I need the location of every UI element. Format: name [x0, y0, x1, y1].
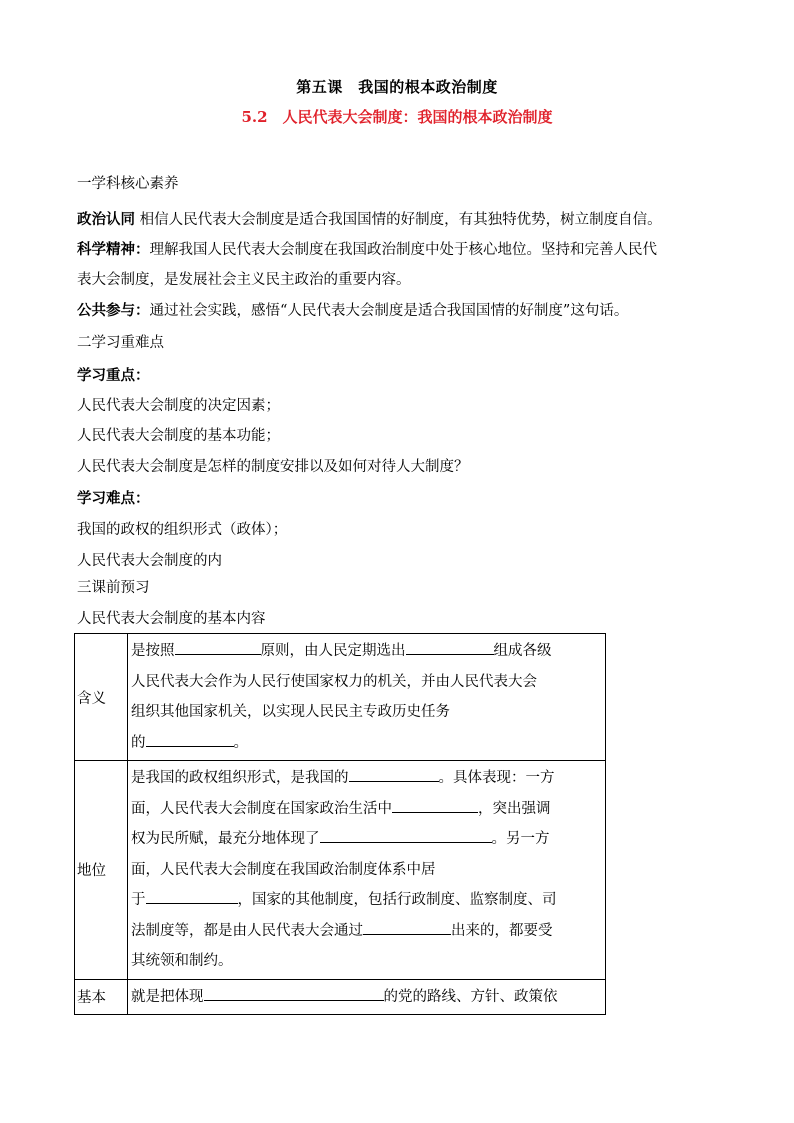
fill-blank[interactable]	[406, 640, 494, 655]
cell-text: ，突出强调	[478, 800, 551, 817]
cell-text: 面，人民代表大会制度在我国政治制度体系中居	[131, 861, 436, 878]
item-scientific-spirit-cont: 表大会制度，是发展社会主义民主政治的重要内容。	[77, 272, 411, 288]
row-body-meaning	[128, 634, 606, 761]
cell-text: 组织其他国家机关，以实现人民民主专政历史任务	[131, 704, 450, 720]
item-public-participation	[77, 299, 628, 320]
section-subtitle: 5.2 人民代表大会制度：我国的根本政治制度	[241, 108, 553, 126]
item-label: 公共参与	[77, 302, 135, 319]
cell-text: 是按照	[131, 643, 175, 659]
table-row	[75, 761, 606, 980]
fill-blank[interactable]	[392, 798, 478, 813]
fill-blank[interactable]	[204, 986, 384, 1001]
focus-item: 人民代表大会制度的决定因素；	[77, 398, 280, 414]
cell-text: 于	[131, 892, 146, 908]
cell-text: 的	[131, 734, 146, 751]
content-table	[74, 633, 606, 1015]
item-political-identity	[77, 208, 662, 229]
cell-text: 。具体表现：一方	[438, 770, 555, 786]
row-body-status	[128, 761, 606, 980]
fill-blank[interactable]	[349, 767, 439, 782]
fill-blank[interactable]	[146, 732, 234, 747]
cell-text: 的党的路线、方针、政策依	[383, 988, 558, 1005]
row-label-basic: 基本	[75, 979, 128, 1015]
item-separator: ：	[135, 302, 150, 319]
fill-blank[interactable]	[320, 828, 492, 843]
focus-label: 学习重点：	[77, 367, 150, 384]
cell-text: 其统领和制约。	[131, 953, 233, 969]
table-title: 人民代表大会制度的基本内容	[77, 611, 266, 627]
item-text: 理解我国人民代表大会制度在我国政治制度中处于核心地位。坚持和完善人民代	[149, 242, 657, 258]
cell-text: 法制度等，都是由人民代表大会通过	[131, 922, 363, 939]
section2-heading: 二学习重难点	[77, 335, 164, 351]
cell-text: 。	[233, 734, 248, 751]
row-label-status: 地位	[75, 761, 128, 980]
cell-text: 原则，由人民定期选出	[260, 643, 406, 659]
item-scientific-spirit	[77, 238, 657, 259]
fill-blank[interactable]	[363, 920, 451, 935]
cell-text: ，国家的其他制度，包括行政制度、监察制度、司	[237, 892, 557, 908]
fill-blank[interactable]	[146, 889, 238, 904]
cell-text: 就是把体现	[131, 988, 204, 1005]
lesson-title: 第五课 我国的根本政治制度	[296, 78, 498, 96]
focus-item: 人民代表大会制度是怎样的制度安排以及如何对待人大制度？	[77, 459, 469, 475]
cell-text: 。另一方	[491, 831, 550, 847]
cell-text: 人民代表大会作为人民行使国家权力的机关，并由人民代表大会	[131, 673, 537, 690]
cell-text: 组成各级	[493, 643, 552, 659]
difficulty-item: 人民代表大会制度的内	[77, 553, 222, 569]
difficulty-label: 学习难点：	[77, 490, 150, 507]
cell-text: 权为民所赋，最充分地体现了	[131, 831, 320, 847]
item-label: 政治认同	[77, 211, 135, 228]
item-text: 通过社会实践，感悟“人民代表大会制度是适合我国国情的好制度”这句话。	[149, 303, 629, 319]
fill-blank[interactable]	[175, 640, 261, 655]
section1-heading: 一学科核心素养	[77, 176, 179, 192]
item-separator: ：	[135, 241, 150, 258]
section3-heading: 三课前预习	[77, 580, 150, 596]
table-row	[75, 979, 606, 1015]
difficulty-item: 我国的政权的组织形式（政体）；	[77, 522, 288, 538]
focus-item: 人民代表大会制度的基本功能；	[77, 428, 280, 444]
table-row	[75, 634, 606, 761]
cell-text: 出来的，都要受	[451, 922, 553, 939]
cell-text: 是我国的政权组织形式，是我国的	[131, 770, 349, 786]
row-body-basic	[128, 979, 606, 1015]
item-text: 相信人民代表大会制度是适合我国国情的好制度，有其独特优势，树立制度自信。	[139, 212, 662, 228]
cell-text: 面，人民代表大会制度在国家政治生活中	[131, 800, 392, 817]
item-label: 科学精神	[77, 241, 135, 258]
row-label-meaning: 含义	[75, 634, 128, 761]
